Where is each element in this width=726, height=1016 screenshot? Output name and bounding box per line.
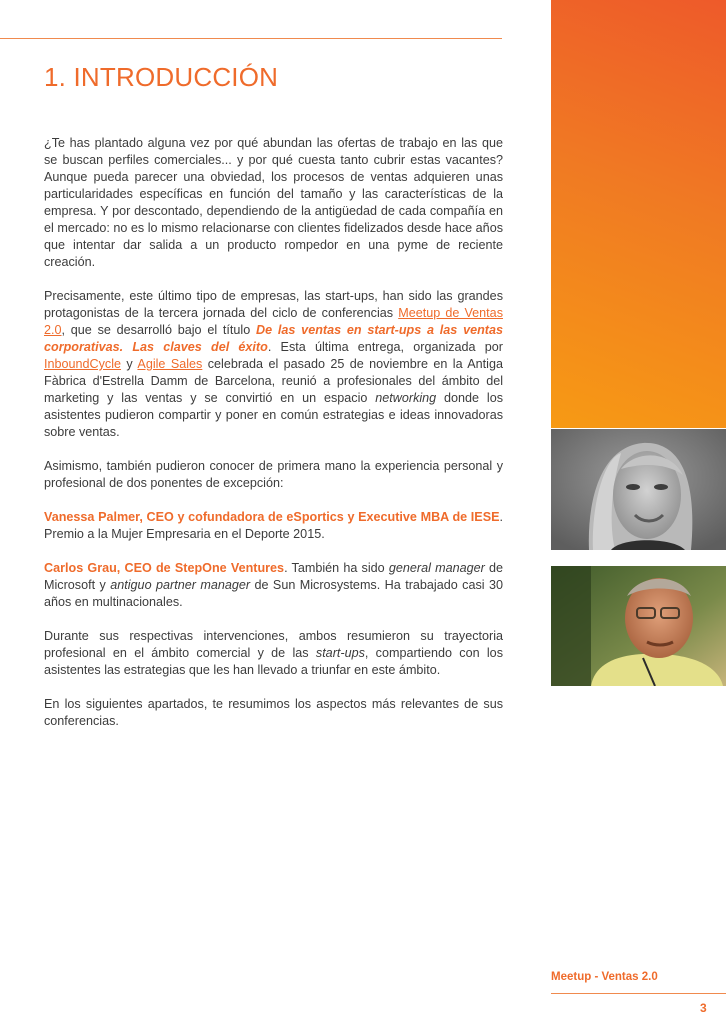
paragraph-summary: En los siguientes apartados, te resumimos los aspectos más relevantes de sus conferencias. (44, 697, 503, 728)
paragraph-speaker-vanessa (44, 509, 503, 543)
paragraph-event (44, 288, 503, 441)
paragraph-text: y (121, 357, 138, 371)
emphasis-general-manager: general manager (388, 561, 485, 575)
speaker-name-vanessa: Vanessa Palmer, CEO y cofundadora de eSportics y Executive MBA de IESE (44, 510, 500, 524)
paragraph-speakers-intro: Asimismo, también pudieron conocer de primera mano la experiencia personal y profesional de dos ponentes de excepción: (44, 459, 503, 490)
paragraph-text: donde los asistentes pudieron compartir y poner en común estrategias e ideas innovadoras sobre ventas. (44, 391, 503, 439)
page-title: 1. INTRODUCCIÓN (44, 62, 279, 92)
paragraph-speaker-carlos (44, 560, 503, 611)
paragraph-text: , que se desarrolló bajo el título (61, 323, 257, 337)
paragraph-text: de Microsoft y (44, 561, 503, 592)
inboundcycle-link[interactable]: InboundCycle (44, 357, 122, 371)
article-body (44, 135, 503, 747)
emphasis-partner-manager: antiguo partner manager (110, 578, 251, 592)
footer-divider (551, 993, 726, 994)
agile-sales-link[interactable]: Agile Sales (137, 357, 203, 371)
paragraph-text: . Esta última entrega, organizada por (267, 340, 503, 354)
speaker-photo-man (551, 566, 726, 686)
meetup-ventas-link[interactable]: Meetup de Ventas 2.0 (44, 306, 503, 337)
event-title: De las ventas en start-ups a las ventas corporativas. Las claves del éxito (44, 323, 503, 354)
paragraph-text: Precisamente, este último tipo de empresas, las start-ups, han sido las grandes protagonistas de la tercera jornada del ciclo de conferencias (44, 289, 503, 320)
paragraph-text: , compartiendo con los asistentes las estrategias que les han llevado a triunfar en este ámbito. (44, 646, 503, 677)
emphasis-start-ups: start-ups (315, 646, 365, 660)
paragraph-text: celebrada el pasado 25 de noviembre en la Antiga Fàbrica d'Estrella Damm de Barcelona, reunió a profesionales del ámbito del marketing y las ventas y se convirtió en un espacio (44, 357, 503, 405)
decorative-gradient-panel (551, 0, 726, 428)
page-number: 3 (700, 1001, 707, 1015)
speaker-photo-woman (551, 429, 726, 550)
emphasis-networking: networking (375, 391, 437, 405)
paragraph-text: Durante sus respectivas intervenciones, ambos resumieron su trayectoria profesional en el ámbito comercial y de las (44, 629, 503, 660)
paragraph-text: . También ha sido (284, 561, 389, 575)
speaker-name-carlos: Carlos Grau, CEO de StepOne Ventures (44, 561, 285, 575)
paragraph-text: de Sun Microsystems. Ha trabajado casi 30 años en multinacionales. (44, 578, 503, 609)
paragraph-interventions (44, 628, 503, 679)
header-divider (0, 38, 502, 39)
footer-document-title: Meetup - Ventas 2.0 (551, 971, 658, 983)
paragraph-intro: ¿Te has plantado alguna vez por qué abundan las ofertas de trabajo en las que se buscan perfiles comerciales... y por qué cuesta tanto cubrir estas vacantes? Aunque pueda parecer una obviedad, los procesos de ventas adquieren unas particularidades específicas en función del tamaño y las características de la empresa. Y por descontado, dependiendo de la antigüedad de cada compañía en el mercado: no es lo mismo relacionarse con clientes fidelizados desde hace años que intentar dar salida a un producto rompedor en una pyme de reciente creación. (44, 136, 503, 269)
paragraph-text: . Premio a la Mujer Empresaria en el Deporte 2015. (44, 510, 503, 541)
